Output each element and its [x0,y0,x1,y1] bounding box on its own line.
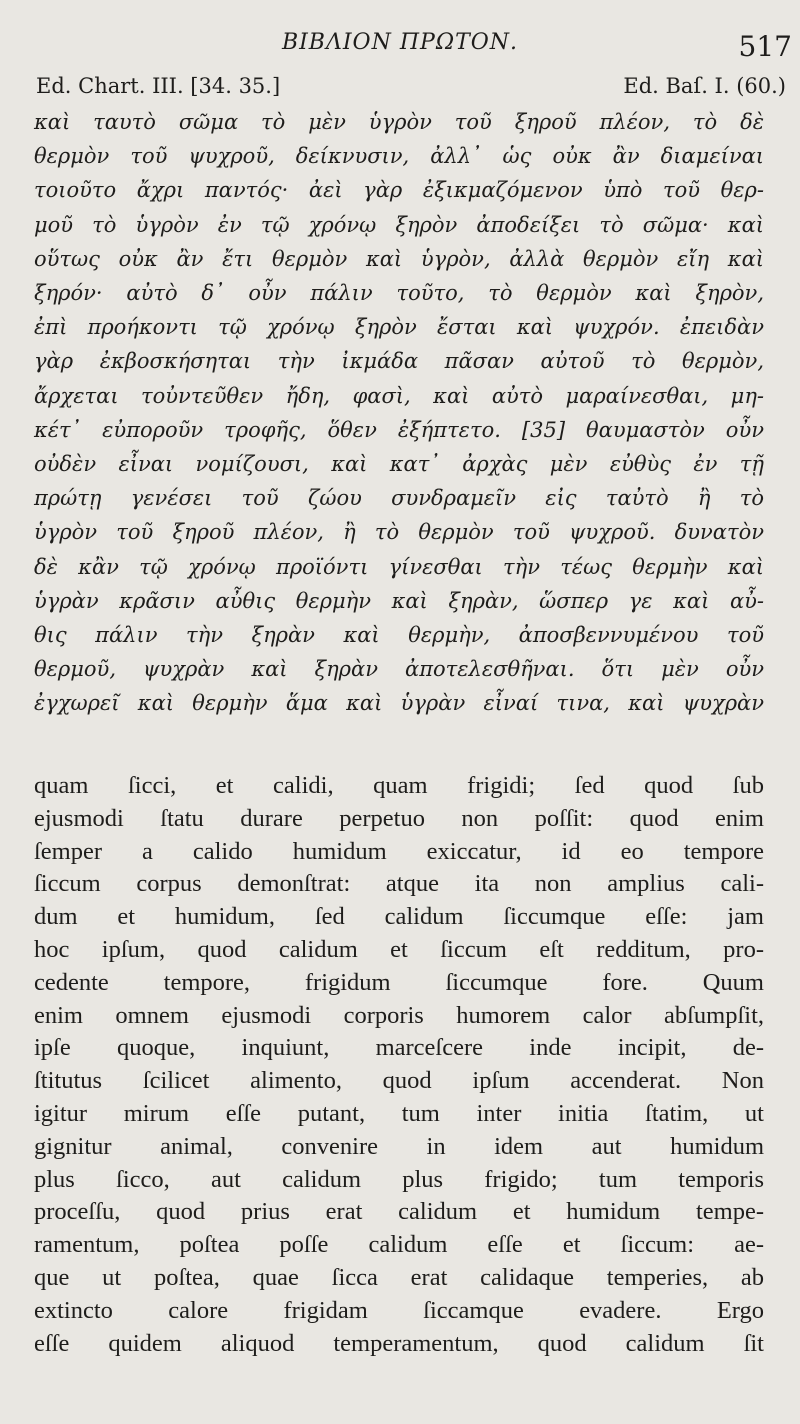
latin-line: gignitur animal, convenire in idem aut humidum [34,1132,764,1160]
running-title: ΒΙΒΛΙΟΝ ΠΡΩΤΟΝ. [281,30,519,55]
latin-line: extincto calore frigidam ſiccamque evadere. Ergo [34,1296,764,1324]
latin-line: quam ſicci, et calidi, quam frigidi; ſed quod ſub [34,772,764,799]
latin-line: eſſe quidem aliquod temperamentum, quod calidum ſit [34,1329,764,1357]
greek-line: κέτ᾽ εὐποροῦν τροφῆς, ὅθεν ἐξήπτετο. [35] θαυμαστὸν οὖν [34,417,764,442]
greek-line: γὰρ ἐκβοσκήσηται τὴν ἰκμάδα πᾶσαν αὐτοῦ τὸ θερμὸν, [34,349,764,374]
edition-reference-right: Ed. Baſ. I. (60.) [623,74,786,98]
page-number: 517 [738,30,792,63]
latin-line: ejusmodi ſtatu durare perpetuo non poſſit: quod enim [34,804,764,832]
latin-line: plus ſicco, aut calidum plus frigido; tum temporis [34,1165,764,1193]
greek-line: τοιοῦτο ἄχρι παντός· ἀεὶ γὰρ ἐξικμαζόμενον ὑπὸ τοῦ θερ- [34,178,764,203]
greek-line: πρώτῃ γενέσει τοῦ ζώου συνδραμεῖν εἰς ταὐτὸ ἢ τὸ [34,486,764,511]
greek-line: θερμὸν τοῦ ψυχροῦ, δείκνυσιν, ἀλλ᾽ ὡς οὐκ ἂν διαμείναι [34,144,764,169]
greek-line: ἐπὶ προήκοντι τῷ χρόνῳ ξηρὸν ἔσται καὶ ψυχρόν. ἐπειδὰν [34,315,764,340]
greek-line: καὶ ταυτὸ σῶμα τὸ μὲν ὑγρὸν τοῦ ξηροῦ πλέον, τὸ δὲ [34,110,764,134]
latin-line: que ut poſtea, quae ſicca erat calidaque temperies, ab [34,1263,764,1291]
latin-line: ſemper a calido humidum exiccatur, id eo tempore [34,837,764,865]
greek-line: δὲ κἂν τῷ χρόνῳ προϊόντι γίνεσθαι τὴν τέως θερμὴν καὶ [34,554,764,579]
greek-line: οὐδὲν εἶναι νομίζουσι, καὶ κατ᾽ ἀρχὰς μὲν εὐθὺς ἐν τῇ [34,452,764,477]
latin-line: hoc ipſum, quod calidum et ſiccum eſt redditum, pro- [34,935,764,963]
greek-line: ὑγρὸν τοῦ ξηροῦ πλέον, ἢ τὸ θερμὸν τοῦ ψυχροῦ. δυνατὸν [34,520,764,545]
latin-line: igitur mirum eſſe putant, tum inter initia ſtatim, ut [34,1099,764,1127]
latin-line: proceſſu, quod prius erat calidum et humidum tempe- [34,1198,764,1226]
latin-line: ramentum, poſtea poſſe calidum eſſe et ſiccum: ae- [34,1231,764,1259]
latin-line: dum et humidum, ſed calidum ſiccumque eſſe: jam [34,903,764,931]
latin-line: ipſe quoque, inquiunt, marceſcere inde incipit, de- [34,1034,764,1062]
greek-text-block [34,105,764,721]
greek-line: ἐγχωρεῖ καὶ θερμὴν ἅμα καὶ ὑγρὰν εἶναί τινα, καὶ ψυχρὰν [34,691,764,716]
greek-line: θις πάλιν τὴν ξηρὰν καὶ θερμὴν, ἀποσβεννυμένου τοῦ [34,623,764,648]
edition-reference-left: Ed. Chart. III. [34. 35.] [36,74,281,98]
edition-reference-line [36,74,786,98]
greek-line: ὑγρὰν κρᾶσιν αὖθις θερμὴν καὶ ξηρὰν, ὥσπερ γε καὶ αὖ- [34,588,764,613]
latin-line: enim omnem ejusmodi corporis humorem calor abſumpſit, [34,1001,764,1029]
greek-line: ξηρόν· αὐτὸ δ᾽ οὖν πάλιν τοῦτο, τὸ θερμὸν καὶ ξηρὸν, [34,281,764,306]
latin-line: ſiccum corpus demonſtrat: atque ita non amplius cali- [34,870,764,898]
greek-line: θερμοῦ, ψυχρὰν καὶ ξηρὰν ἀποτελεσθῆναι. ὅτι μὲν οὖν [34,657,764,682]
greek-line: ἄρχεται τοὐντεῦθεν ἤδη, φασὶ, καὶ αὐτὸ μαραίνεσθαι, μη- [34,383,764,408]
latin-text-block [34,770,764,1360]
latin-line: ſtitutus ſcilicet alimento, quod ipſum accenderat. Non [34,1067,764,1095]
greek-line: μοῦ τὸ ὑγρὸν ἐν τῷ χρόνῳ ξηρὸν ἀποδείξει τὸ σῶμα· καὶ [34,212,764,237]
latin-line: cedente tempore, frigidum ſiccumque fore. Quum [34,968,764,996]
greek-line: οὕτως οὐκ ἂν ἔτι θερμὸν καὶ ὑγρὸν, ἀλλὰ θερμὸν εἴη καὶ [34,246,764,271]
